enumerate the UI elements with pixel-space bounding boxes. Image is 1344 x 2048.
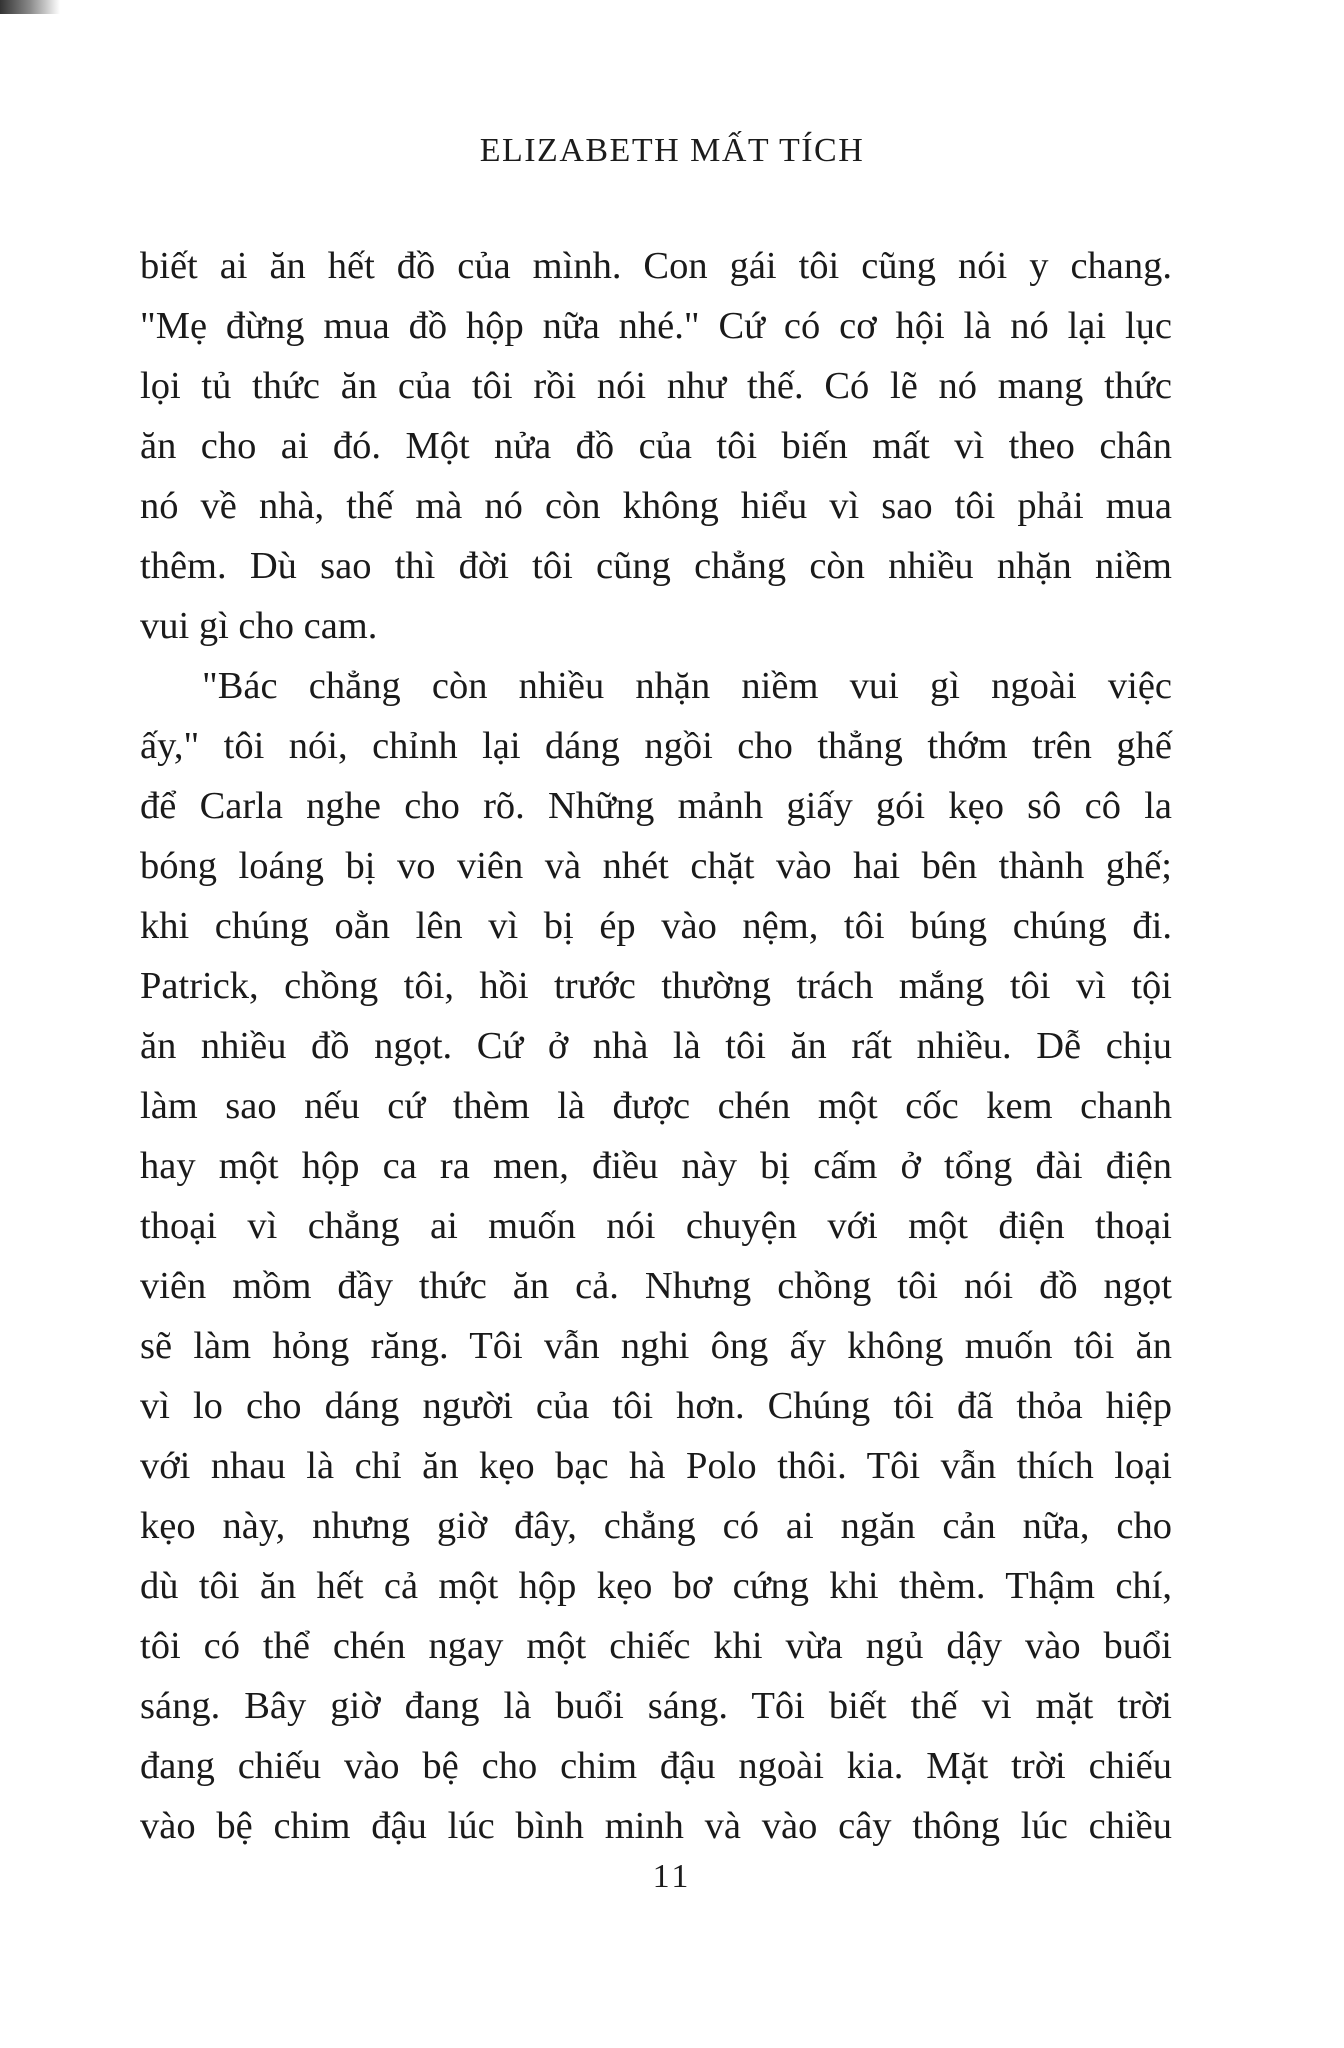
text-line: nó về nhà, thế mà nó còn không hiểu vì sao tôi phải mua [140,485,1172,527]
text-line: ăn cho ai đó. Một nửa đồ của tôi biến mất vì theo chân [140,425,1172,467]
text-line: với nhau là chỉ ăn kẹo bạc hà Polo thôi. Tôi vẫn thích loại [140,1445,1172,1487]
text-line: ấy," tôi nói, chỉnh lại dáng ngồi cho thẳng thớm trên ghế [140,725,1172,767]
text-line: biết ai ăn hết đồ của mình. Con gái tôi cũng nói y chang. [140,245,1172,287]
text-line: kẹo này, nhưng giờ đây, chẳng có ai ngăn cản nữa, cho [140,1505,1172,1547]
text-line: ăn nhiều đồ ngọt. Cứ ở nhà là tôi ăn rất nhiều. Dễ chịu [140,1025,1172,1067]
text-line: vui gì cho cam. [140,605,378,647]
text-line: vì lo cho dáng người của tôi hơn. Chúng tôi đã thỏa hiệp [140,1385,1172,1427]
text-line: làm sao nếu cứ thèm là được chén một cốc kem chanh [140,1085,1172,1127]
text-line: sáng. Bây giờ đang là buổi sáng. Tôi biết thế vì mặt trời [140,1685,1172,1727]
page-number: 11 [652,1858,692,1895]
text-line: sẽ làm hỏng răng. Tôi vẫn nghi ông ấy không muốn tôi ăn [140,1325,1172,1367]
text-line: "Bác chẳng còn nhiều nhặn niềm vui gì ngoài việc [202,665,1172,707]
text-line: Patrick, chồng tôi, hồi trước thường trách mắng tôi vì tội [140,965,1172,1007]
text-line: lọi tủ thức ăn của tôi rồi nói như thế. Có lẽ nó mang thức [140,365,1172,407]
text-line: bóng loáng bị vo viên và nhét chặt vào hai bên thành ghế; [140,845,1172,887]
text-line: để Carla nghe cho rõ. Những mảnh giấy gói kẹo sô cô la [140,785,1172,827]
text-line: thêm. Dù sao thì đời tôi cũng chẳng còn nhiều nhặn niềm [140,545,1172,587]
text-line: thoại vì chẳng ai muốn nói chuyện với một điện thoại [140,1205,1172,1247]
text-line: khi chúng oằn lên vì bị ép vào nệm, tôi búng chúng đi. [140,905,1172,947]
body-text [140,236,1172,1856]
text-line: hay một hộp ca ra men, điều này bị cấm ở tổng đài điện [140,1145,1172,1187]
text-line: vào bệ chim đậu lúc bình minh và vào cây thông lúc chiều [140,1805,1172,1847]
text-line: đang chiếu vào bệ cho chim đậu ngoài kia. Mặt trời chiếu [140,1745,1172,1787]
scan-shadow [0,0,60,14]
text-line: "Mẹ đừng mua đồ hộp nữa nhé." Cứ có cơ hội là nó lại lục [140,305,1172,347]
running-head: ELIZABETH MẤT TÍCH [479,132,865,169]
text-line: viên mồm đầy thức ăn cả. Nhưng chồng tôi nói đồ ngọt [140,1265,1172,1307]
text-line: tôi có thể chén ngay một chiếc khi vừa ngủ dậy vào buổi [140,1625,1172,1667]
text-line: dù tôi ăn hết cả một hộp kẹo bơ cứng khi thèm. Thậm chí, [140,1565,1172,1607]
